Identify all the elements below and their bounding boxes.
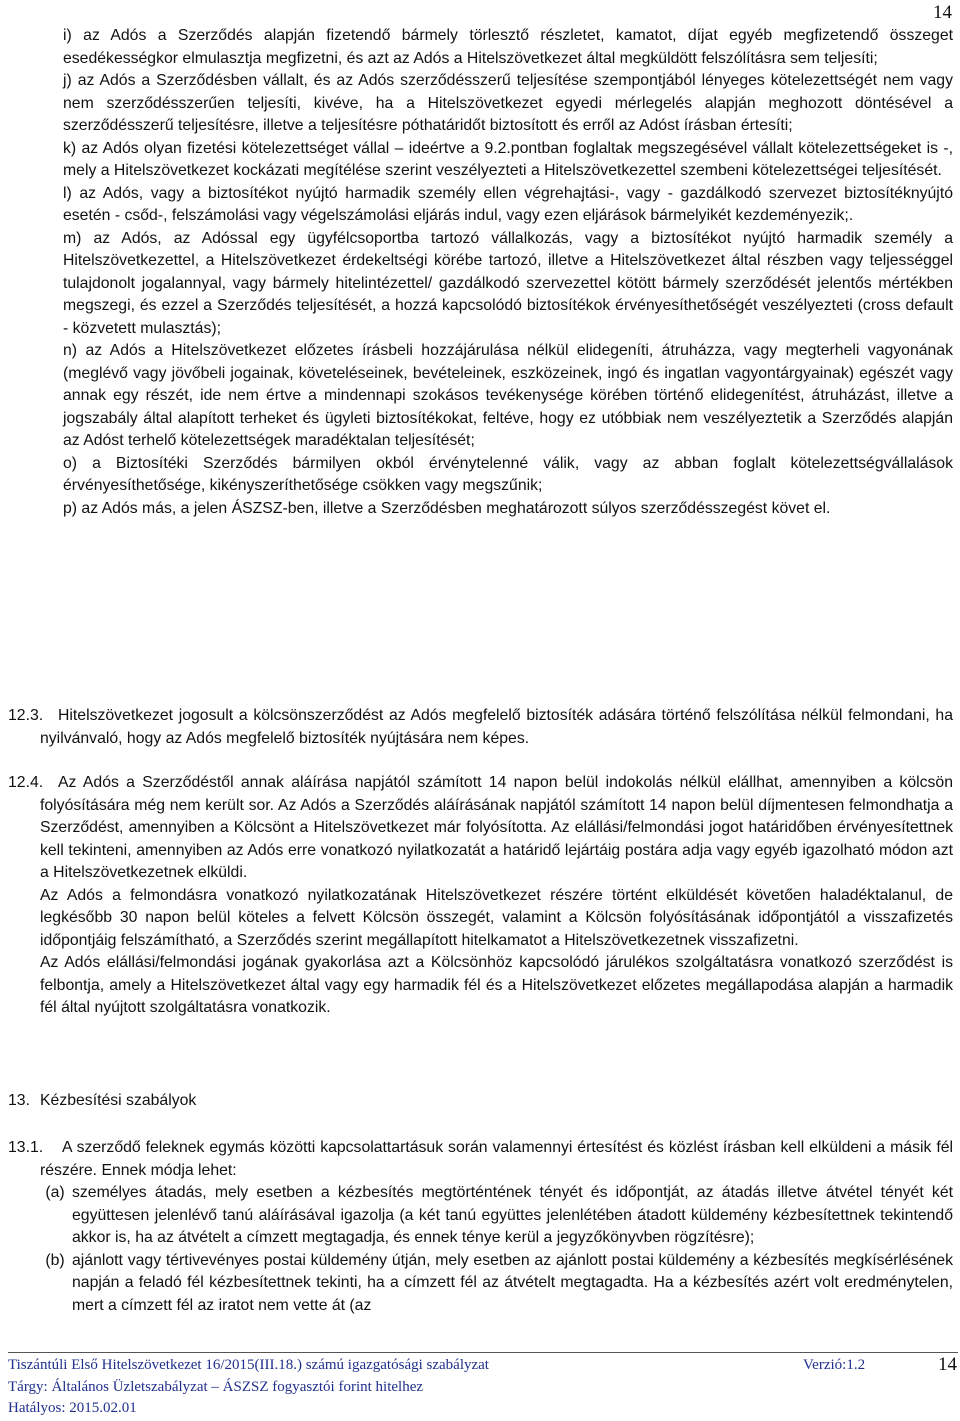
section-paragraph: Az Adós a felmondásra vonatkozó nyilatkozatának Hitelszövetkezet részére történt elküldését követően haladéktalanul, de legkésőbb 30 napon belül köteles a felvett Kölcsön összegét, valamint a Kölcsön folyósításának időpontjától a visszafizetés időpontjáig felszámítható, a Szerződés szerint megállapított hitelkamatot a Hitelszövetkezetnek visszafizetni. — [40, 886, 953, 949]
section-12-3 — [8, 705, 953, 750]
section-12-4 — [8, 772, 953, 1020]
list-item-text: személyes átadás, mely esetben a kézbesítés megtörténtének tényét és időpontját, az átadás illetve átvétel tényét két együttesen jelenlévő tanú aláírásával igazolja (a két tanú együttes jelenlétében átadott küldemény kézbesítettnek tekintendő akkor is, ha az átvételt a címzett megtagadja, és ennek ténye kerül a jegyzőkönyvben rögzítésre); — [72, 1184, 953, 1246]
list-item: k) az Adós olyan fizetési kötelezettséget vállal – ideértve a 9.2.pontban foglaltak megszegésével vállalt kötelezettségeket is -, mely a Hitelszövetkezet kockázati megítélése szerint veszélyezteti a Hitelszövetkezettel szembeni kötelezettségei teljesítését. — [63, 139, 953, 179]
footer-subject: Tárgy: Általános Üzletszabályzat – ÁSZSZ fogyasztói forint hitelhez — [8, 1379, 424, 1395]
footer-divider — [8, 1352, 958, 1353]
section-paragraph: Az Adós elállási/felmondási jogának gyakorlása azt a Kölcsönhöz kapcsolódó járulékos szolgáltatásra vonatkozó szerződést is felbontja, amely a Hitelszövetkezet által vagy egy harmadik fél és a Hitelszövetkezet előzetes megállapodása alapján a harmadik fél által nyújtott szolgáltatásra vonatkozik. — [40, 954, 953, 1016]
footer-regulation: Tiszántúli Első Hitelszövetkezet 16/2015(III.18.) számú igazgatósági szabályzat — [8, 1357, 489, 1373]
list-item — [45, 1182, 953, 1250]
list-item: n) az Adós a Hitelszövetkezet előzetes írásbeli hozzájárulása nélkül elidegeníti, átruházza, vagy megterheli vagyonának (meglévő vagy jövőbeli jogainak, követeléseinek, bevételeinek, eszközeinek, ingó és ingatlan vagyontárgyainak) egészét vagy annak egy részét, ide nem értve a mindennapi szokásos tevékenysége körében történő elidegenítést, átruházást, illetve a jogszabály által alapított terheket és ügyleti biztosítékokat, feltéve, hogy ez utóbbiak nem veszélyeztetik a Szerződés alapján az Adóst terhelő kötelezettségek maradéktalan teljesítését; — [63, 342, 953, 449]
section-number: 13. — [8, 1092, 30, 1109]
footer-version: Verzió:1.2 — [803, 1357, 866, 1373]
section-number: 12.4. — [8, 774, 44, 791]
list-item-label: (a) — [45, 1184, 65, 1201]
footer-effective-date: Hatályos: 2015.02.01 — [8, 1400, 137, 1416]
page-number-top: 14 — [933, 2, 952, 23]
section-13-1 — [8, 1137, 953, 1317]
list-item — [45, 1250, 953, 1318]
section-intro: A szerződő feleknek egymás közötti kapcsolattartásuk során valamennyi értesítést és közlést írásban kell elküldeni a másik fél részére. Ennek módja lehet: — [40, 1139, 953, 1179]
section-title: Kézbesítési szabályok — [40, 1092, 197, 1109]
list-item: p) az Adós más, a jelen ÁSZSZ-ben, illetve a Szerződésben meghatározott súlyos szerződésszegést követ el. — [63, 499, 831, 517]
list-item: j) az Adós a Szerződésben vállalt, és az Adós szerződésszerű teljesítése szempontjából lényeges kötelezettségét nem vagy nem szerződésszerűen teljesíti, kivéve, ha a Hitelszövetkezet egyedi mérlegelés alapján meghozott döntésével a szerződésszerű teljesítésre, illetve a teljesítésre póthatáridőt biztosított és erről az Adóst írásban értesíti; — [63, 72, 953, 134]
list-item: i) az Adós a Szerződés alapján fizetendő bármely törlesztő részletet, kamatot, díjat egyéb megfizetendő összeget esedékességkor elmulasztja megfizetni, és azt az Adós a Hitelszövetkezet által megküldött felszólításra sem teljesíti; — [63, 27, 953, 67]
section-text: Hitelszövetkezet jogosult a kölcsönszerződést az Adós megfelelő biztosíték adására történő felszólítása nélkül felmondani, ha nyilvánvaló, hogy az Adós megfelelő biztosíték nyújtására nem képes. — [40, 707, 953, 747]
list-item-text: ajánlott vagy tértivevényes postai küldemény útján, mely esetben az ajánlott postai küldemény a kézbesítés megkísérlésének napján a feladó fél kézbesítettnek tekinti, ha a címzett fél az átvételt megtagadta. Ha a kézbesítés azért volt eredménytelen, mert a címzett fél az iratot nem vette át (az — [72, 1251, 953, 1314]
section-number: 13.1. — [8, 1139, 44, 1156]
list-item: o) a Biztosítéki Szerződés bármilyen okból érvénytelenné válik, vagy az abban foglalt kötelezettségvállalások érvényesíthetősége, kikényszeríthetősége csökken vagy megszűnik; — [63, 454, 953, 494]
section-13-heading — [8, 1090, 953, 1113]
list-item: l) az Adós, vagy a biztosítékot nyújtó harmadik személy ellen végrehajtási-, vagy - gazdálkodó szervezet biztosítéknyújtó esetén - csőd-, felszámolási vagy végelszámolási eljárás indul, vagy ezen eljárások bármelyikét kezdeményezik;. — [63, 184, 953, 224]
list-item-label: (b) — [45, 1251, 65, 1269]
section-paragraph: Az Adós a Szerződéstől annak aláírása napjától számított 14 napon belül indokolás nélkül elállhat, amennyiben a kölcsön folyósítására még nem került sor. Az Adós a Szerződés aláírásának napjától számított 14 napon belül díjmentesen felmondhatja a Szerződést, amennyiben a Kölcsönt a Hitelszövetkezet már folyósította. Az elállási/felmondási jogot határidőben érvényesítettnek kell tekinteni, amennyiben az Adós erre vonatkozó nyilatkozatát a határidő lejártáig postára adja vagy egyéb igazolható módon azt a Hitelszövetkezetnek elküldi. — [40, 774, 953, 881]
list-item: m) az Adós, az Adóssal egy ügyfélcsoportba tartozó vállalkozás, vagy a biztosítékot nyújtó harmadik személy a Hitelszövetkezettel, a Hitelszövetkezet érdekeltségi körébe tartozó, illetve a Hitelszövetkezet által részben vagy teljességgel tulajdonolt jogalannyal, vagy bármely hitelintézettel/ gazdálkodó szervezettel kötött bármely szerződését jelentős mértékben megszegi, és ezzel a Szerződés teljesítését, a hozzá kapcsolódó biztosítékok érvényesíthetőségét veszélyezteti (cross default - közvetett mulasztás); — [63, 229, 953, 337]
section-number: 12.3. — [8, 707, 44, 724]
footer-page-number: 14 — [938, 1354, 957, 1375]
termination-events-list — [63, 25, 953, 520]
